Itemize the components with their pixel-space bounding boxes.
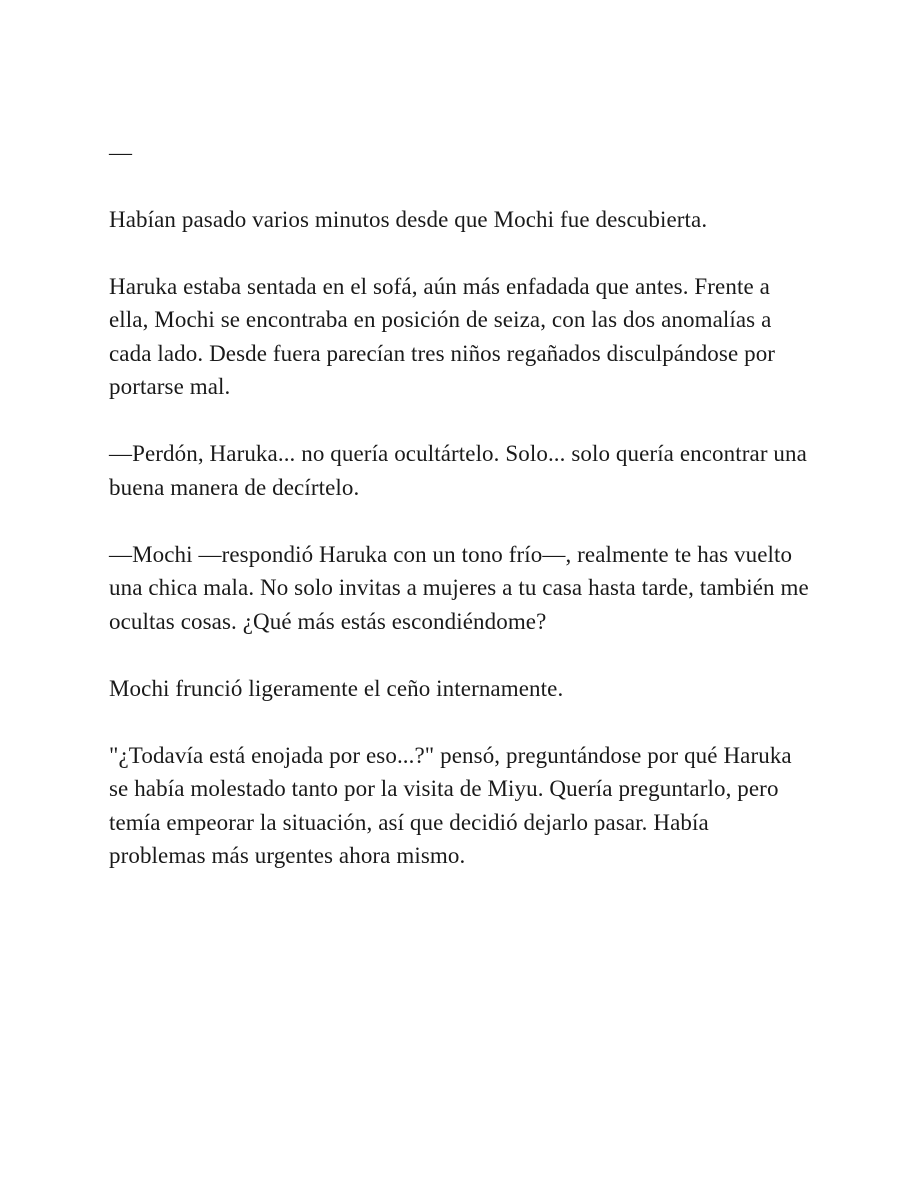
scene-separator: — <box>109 140 133 165</box>
paragraph: "¿Todavía está enojada por eso...?" pensó, preguntándose por qué Haruka se había molestado tanto por la visita de Miyu. Quería preguntarlo, pero temía empeorar la situación, así que decidió dejarlo pasar. Había problemas más urgentes ahora mismo. <box>109 742 792 868</box>
paragraph: —Mochi —respondió Haruka con un tono frío—, realmente te has vuelto una chica mala. No solo invitas a mujeres a tu casa hasta tarde, también me ocultas cosas. ¿Qué más estás escondiéndome? <box>109 541 809 634</box>
paragraph: Habían pasado varios minutos desde que Mochi fue descubierta. <box>109 206 708 232</box>
paragraph: —Perdón, Haruka... no quería ocultártelo. Solo... solo quería encontrar una buena manera de decírtelo. <box>109 441 807 500</box>
paragraph: Haruka estaba sentada en el sofá, aún más enfadada que antes. Frente a ella, Mochi se encontraba en posición de seiza, con las dos anomalías a cada lado. Desde fuera parecían tres niños regañados disculpándose por portarse mal. <box>109 273 776 399</box>
document-page <box>109 136 809 906</box>
paragraph: Mochi frunció ligeramente el ceño internamente. <box>109 675 564 701</box>
